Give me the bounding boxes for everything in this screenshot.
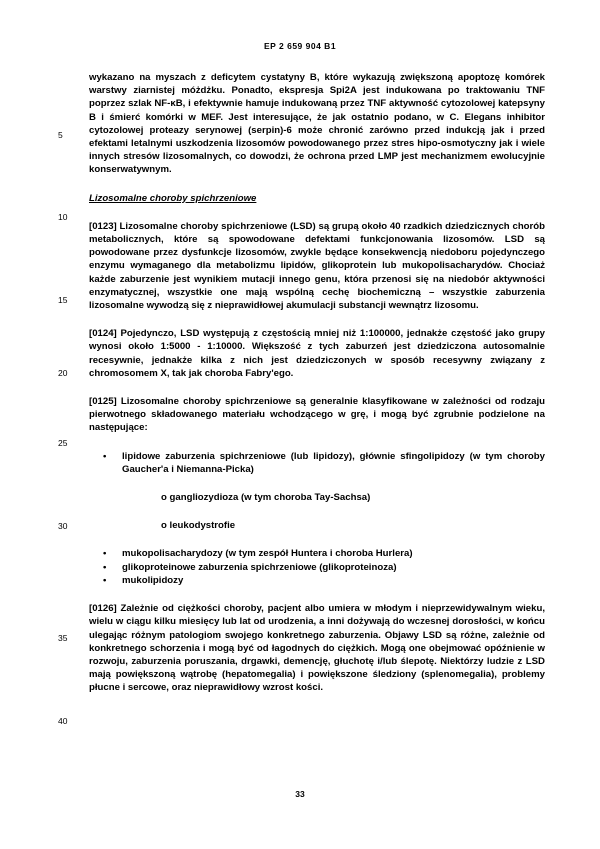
list-item-lipidoses: • lipidowe zaburzenia spichrzeniowe (lub lipidozy), głównie sfingolipidozy (w tym choroby Gaucher'a i Niemanna-Picka)	[89, 450, 545, 476]
page-number: 33	[295, 789, 305, 799]
line-number-5: 5	[58, 130, 63, 140]
document-body	[89, 71, 545, 695]
sub-item-gangliosidosis: o gangliozydioza (w tym choroba Tay-Sachsa)	[161, 492, 371, 504]
document-number: EP 2 659 904 B1	[263, 41, 337, 51]
paragraph-0125: [0125] Lizosomalne choroby spichrzeniowe są generalnie klasyfikowane w zależności od rodzaju pierwotnego składowanego materiału wchodzącego w grę, i mogą być zgrubnie podzielone na następujące:	[89, 396, 545, 434]
sub-item-leukodystrophy: o leukodystrofie	[161, 520, 236, 532]
line-number-25: 25	[58, 438, 68, 448]
paragraph-0126: [0126] Zależnie od ciężkości choroby, pacjent albo umiera w młodym i nieprzewidywalnym wieku, wielu w ciągu kilku miesięcy lub lat od urodzenia, a inni dożywają do wczesnej dorosłości, w końcu ulegając różnym patologiom swojego konkretnego zaburzenia. Objawy LSD są różne, zależnie od konkretnego schorzenia i mogą być od łagodnych do ciężkich. Mogą one obejmować opóźnienie w rozwoju, zaburzenia poruszania, drgawki, demencję, głuchotę i/lub ślepotę. Niektórzy ludzie z LSD mają powiększoną wątrobę (hepatomegalia) i powiększone śledziony (splenomegalia), problemy płucne i sercowe, oraz nieprawidłowy wzrost kości.	[89, 603, 545, 694]
line-number-20: 20	[58, 368, 68, 378]
paragraph-0124: [0124] Pojedynczo, LSD występują z częstością mniej niż 1:100000, jednakże częstość jako grupy wynosi około 1:5000 - 1:10000. Większość z tych zaburzeń jest dziedziczona autosomalnie recesywnie, jednakże kilka z nich jest dziedziczonych w sposób recesywny związany z chromosomem X, tak jak choroba Fabry'ego.	[89, 328, 545, 379]
list-item-mucolipidoses: • mukolipidozy	[89, 574, 545, 587]
list-item-glycoproteinoses: • glikoproteinowe zaburzenia spichrzeniowe (glikoproteinoza)	[89, 561, 545, 574]
intro-paragraph: wykazano na myszach z deficytem cystatyny B, które wykazują zwiększoną apoptozę komórek warstwy ziarnistej móżdżku. Ponadto, ekspresja Spi2A jest indukowana po traktowaniu TNF poprzez szlak NF-κB, i efektywnie hamuje indukowaną przez TNF aktywność cytozolowej katepsyny B i śmierć komórki w MEF. Jest interesujące, że jak ostatnio podano, w C. Elegans inhibitor cytozolowej proteazy serynowej (serpin)-6 może chronić zarówno przed indukcją jak i przed efektami letalnymi uszkodzenia lizosomów powodowanego przez stres hipo-osmotyczny jak i wiele innych stresów lizosomalnych, co dowodzi, że ochrona przed LMP jest mechanizmem ewolucyjnie konserwatywnym.	[89, 72, 545, 176]
line-number-30: 30	[58, 521, 68, 531]
section-heading: Lizosomalne choroby spichrzeniowe	[89, 192, 257, 204]
line-number-15: 15	[58, 295, 68, 305]
line-number-40: 40	[58, 716, 68, 726]
disease-class-list	[89, 450, 545, 476]
line-number-10: 10	[58, 212, 68, 222]
line-number-35: 35	[58, 633, 68, 643]
list-item-mucopolysaccharidoses: • mukopolisacharydozy (w tym zespół Huntera i choroba Hurlera)	[89, 547, 545, 560]
paragraph-0123: [0123] Lizosomalne choroby spichrzeniowe (LSD) są grupą około 40 rzadkich dziedzicznych chorób metabolicznych, które są spowodowane defektami funkcjonowania lizosomów. LSD są powodowane przez dysfunkcje lizosomów, zwykle będące konsekwencją niedoboru pojedynczego enzymu wymaganego dla metabolizmu lipidów, glikoprotein lub mukopolisacharydów. Chociaż każde zaburzenie jest wynikiem mutacji innego genu, która przenosi się na niedobór aktywności enzymatycznej, wszystkie one mają wspólną cechę biochemiczną – wszystkie zaburzenia lizosomalne wywodzą się z nieprawidłowej akumulacji substancji wewnątrz lizosomu.	[89, 220, 545, 312]
disease-class-list-continued	[89, 547, 545, 587]
